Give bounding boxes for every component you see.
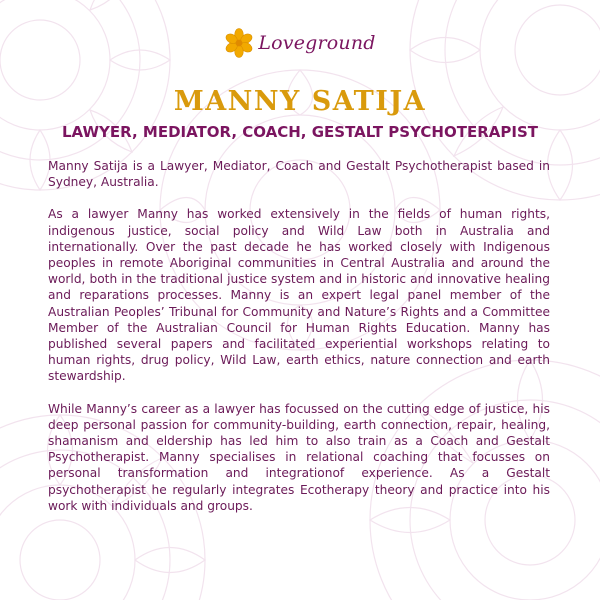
profile-subtitle: LAWYER, MEDIATOR, COACH, GESTALT PSYCHOTERAPIST (62, 123, 538, 141)
page-title: MANNY SATIJA (173, 86, 427, 117)
bio-paragraph: While Manny’s career as a lawyer has focussed on the cutting edge of justice, his deep personal passion for community-building, earth connection, repair, healing, shamanism and eldership has led him to also train as a Coach and Gestalt Psychotherapist. Manny specialises in relational coaching that focusses on personal transformation and integrationof experience. As a Gestalt psychotherapist he regularly integrates Ecotherapy theory and practice into his work with individuals and groups. (48, 401, 550, 513)
bio-paragraph: As a lawyer Manny has worked extensively in the fields of human rights, indigenous justice, social policy and Wild Law both in Australia and internationally. Over the past decade he has worked closely with Indigenous peoples in remote Aboriginal communities in Central Australia and around the world, both in the traditional justice system and in historic and innovative healing and reparations processes. Manny is an expert legal panel member of the Australian Peoples’ Tribunal for Community and Nature’s Rights and a Committee Member of the Australian Council for Human Rights Education. Manny has published several papers and facilitated experiential workshops relating to human rights, drug policy, Wild Law, earth ethics, nature connection and earth stewardship. (48, 207, 550, 384)
bio-text (48, 158, 550, 530)
flower-icon (224, 28, 254, 58)
bio-paragraph: Manny Satija is a Lawyer, Mediator, Coach and Gestalt Psychotherapist based in Sydney, Australia. (48, 159, 550, 190)
brand-logo[interactable] (0, 28, 600, 58)
logo-text: Loveground (258, 32, 376, 54)
